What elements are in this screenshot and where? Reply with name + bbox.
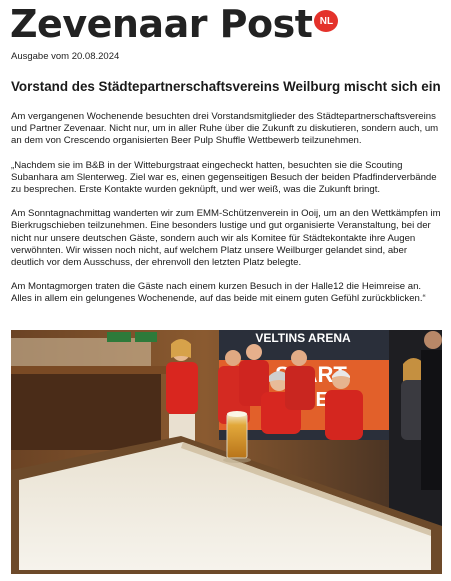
newspaper-title: Zevenaar Post — [10, 2, 313, 46]
article-body — [11, 111, 441, 318]
article-headline: Vorstand des Städtepartnerschaftsvereins Weilburg mischt sich ein — [11, 79, 441, 94]
article-paragraph: Am Sonntagnachmittag wanderten wir zum EMM-Schützenverein in Ooij, um an den Wettkämpfen im Bierkrugschieben teilzunehmen. Eine besonders lustige und gut organisierte Veranstaltung, bei der nicht nur unsere deutschen Gäste, sondern auch wir als Komitee für Städtekontakte ihre Augen verwöhnten. Wir wissen noch nicht, auf welchem Platz unsere Weilburger gelandet sind, aber deutlich vor dem Ausschuss, der ehrenvoll den letzten Platz belegte. — [11, 208, 441, 269]
beer-mug — [223, 411, 251, 463]
issue-date: Ausgabe vom 20.08.2024 — [11, 51, 120, 62]
photo-illustration — [11, 330, 442, 574]
article-paragraph: Am vergangenen Wochenende besuchten drei Vorstandsmitglieder des Städtepartnerschaftsvereins und Partner Zevenaar. Nicht nur, um in aller Ruhe über die Zukunft zu diskutieren, sondern auch, um an dem von Crescendo organisierten Beer Pulp Shuffle Wettbewerb teilzunehmen. — [11, 111, 439, 147]
article-photo — [11, 330, 442, 574]
masthead — [10, 4, 338, 44]
banner-text-1: VELTINS ARENA — [255, 331, 351, 345]
article-paragraph: „Nachdem sie im B&B in der Witteburgstraat eingecheckt hatten, besuchten sie die Scouting Subanhara am Slenterweg. Ziel war es, einen gegenseitigen Besuch der beiden Pfadfinderverbände zu besprechen. Erste Kontakte wurden geknüpft, und wer weiß, was die Zukunft bringt. — [11, 159, 437, 196]
nl-badge: NL — [314, 10, 338, 32]
article-paragraph: Am Montagmorgen traten die Gäste nach einem kurzen Besuch in der Halle12 die Heimreise an. Alles in allem ein gelungenes Wochenende, auf das beide mit einem guten Gefühl zurückblicken.“ — [11, 281, 426, 305]
